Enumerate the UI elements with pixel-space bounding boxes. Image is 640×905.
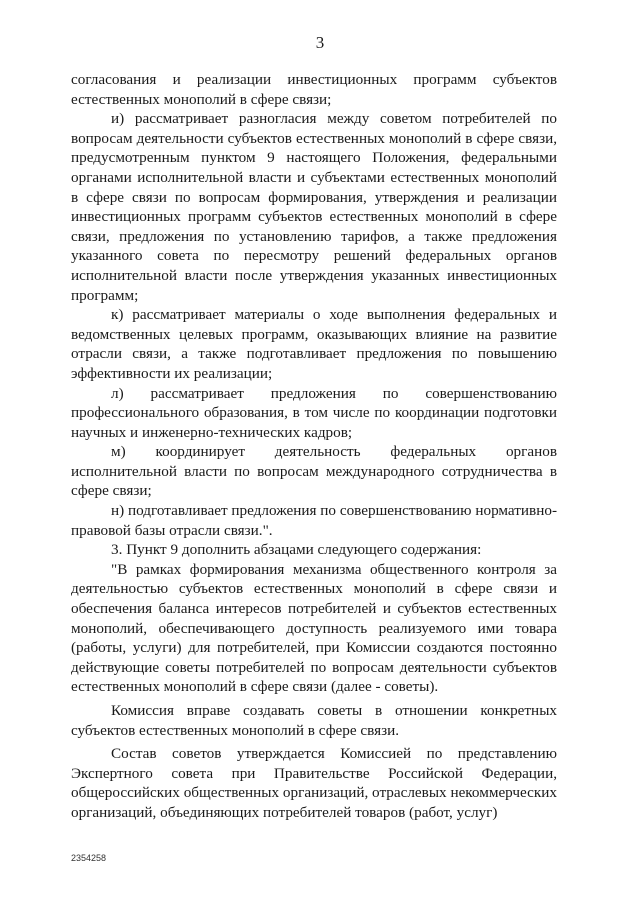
- document-code: 2354258: [71, 853, 107, 863]
- paragraph-item-k: к) рассматривает материалы о ходе выполнения федеральных и ведомственных целевых программ, оказывающих влияние на развитие отрасли связи, а также подготавливает предложения по повышению эффективности их реализации;: [71, 306, 557, 382]
- paragraph-point-3: 3. Пункт 9 дополнить абзацами следующего содержания:: [111, 541, 482, 559]
- paragraph-council-composition: Состав советов утверждается Комиссией по представлению Экспертного совета при Правительстве Российской Федерации, общероссийских общественных организаций, отраслевых некоммерческих организаций, объединяющих потребителей товаров (работ, услуг): [71, 745, 557, 821]
- paragraph-item-m: м) координирует деятельность федеральных органов исполнительной власти по вопросам международного сотрудничества в сфере связи;: [71, 443, 557, 500]
- paragraph-continuation: согласования и реализации инвестиционных программ субъектов естественных монополий в сфере связи;: [71, 71, 557, 108]
- paragraph-item-l: л) рассматривает предложения по совершенствованию профессионального образования, в том числе по координации подготовки научных и инженерно-технических кадров;: [71, 384, 557, 441]
- paragraph-item-i: и) рассматривает разногласия между советом потребителей по вопросам деятельности субъектов естественных монополий в сфере связи, предусмотренным пунктом 9 настоящего Положения, федеральными органами исполнительной власти и субъектами естественных монополий в сфере связи по вопросам формирования, утверждения и реализации инвестиционных программ субъектов естественных монополий в сфере связи, предложения по установлению тарифов, а также предложения указанного совета по пересмотру решений федеральных органов исполнительной власти после утверждения указанных инвестиционных программ;: [71, 110, 557, 304]
- paragraph-commission-right: Комиссия вправе создавать советы в отношении конкретных субъектов естественных монополий в сфере связи.: [71, 702, 557, 739]
- page-number: 3: [315, 33, 325, 52]
- paragraph-quote-start: "В рамках формирования механизма общественного контроля за деятельностью субъектов естественных монополий в сфере связи и обеспечения баланса интересов потребителей и субъектов естественных монополий, обеспечивающего доступность реализуемого ими товара (работы, услуги) для потребителей, при Комиссии создаются постоянно действующие советы потребителей по вопросам деятельности субъектов естественных монополий в сфере связи (далее - советы).: [71, 560, 557, 696]
- document-body: [71, 70, 557, 823]
- paragraph-item-n: н) подготавливает предложения по совершенствованию нормативно-правовой базы отрасли связи.".: [71, 502, 557, 539]
